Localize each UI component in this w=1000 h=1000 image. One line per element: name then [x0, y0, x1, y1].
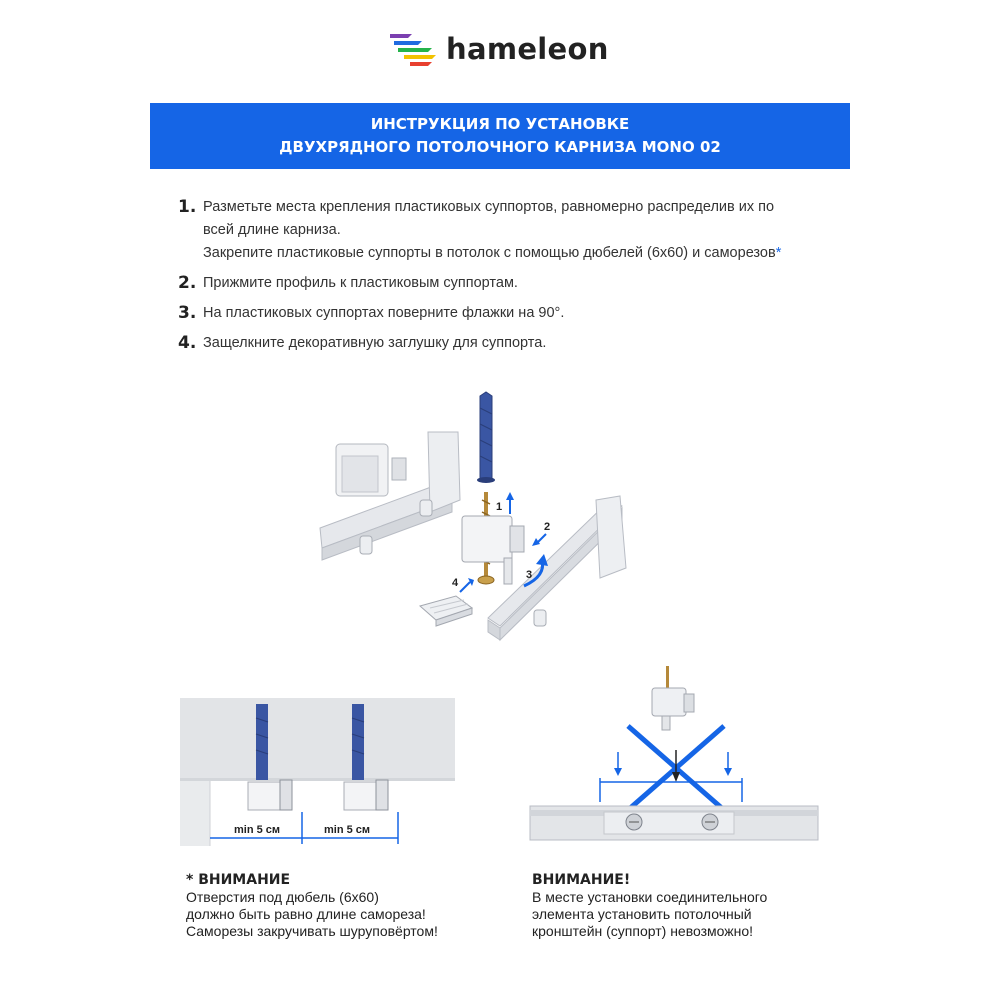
- step-text: Прижмите профиль к пластиковым суппортам.: [203, 275, 518, 291]
- spacing-label: min 5 см: [234, 824, 281, 836]
- step-number: 4.: [178, 333, 197, 353]
- left-rail-piece: [320, 432, 460, 560]
- decorative-cap: [420, 596, 472, 626]
- connector-rail: [530, 806, 818, 840]
- dowel-icon: [256, 704, 268, 780]
- step-3: [178, 302, 868, 325]
- warning-text: Саморезы закручивать шуруповёртом!: [186, 923, 438, 939]
- banner-line-2: ДВУХРЯДНОГО ПОТОЛОЧНОГО КАРНИЗА MONO 02: [279, 138, 721, 156]
- warning-title: ВНИМАНИЕ!: [532, 872, 631, 888]
- support-bracket: [462, 516, 524, 584]
- step-number: 3.: [178, 303, 197, 323]
- rail-section: [248, 780, 292, 810]
- spacing-illustration: [180, 698, 455, 846]
- arrow-4: [460, 582, 470, 592]
- spacing-label: min 5 см: [324, 824, 371, 836]
- step-1: [178, 196, 868, 265]
- support-bracket: [652, 666, 694, 730]
- diagram-label-2: 2: [544, 521, 551, 533]
- step-text: Закрепите пластиковые суппорты в потолок с помощью дюбелей (6х60) и саморезов: [203, 245, 776, 261]
- warning-text: Отверстия под дюбель (6х60): [186, 889, 379, 905]
- warning-note-dowel: [186, 872, 506, 940]
- diagram-label-1: 1: [496, 501, 503, 513]
- step-4: [178, 332, 868, 355]
- warning-title: * ВНИМАНИЕ: [186, 872, 291, 888]
- diagram-label-3: 3: [526, 569, 533, 581]
- rail-section: [344, 780, 388, 810]
- warning-text: должно быть равно длине самореза!: [186, 906, 426, 922]
- diagram-label-4: 4: [452, 577, 459, 589]
- instruction-steps: [178, 196, 868, 362]
- brand-logo: [388, 26, 609, 72]
- chameleon-stripes-icon: [388, 29, 438, 69]
- warning-text: элемента установить потолочный: [532, 906, 752, 922]
- step-2: [178, 272, 868, 295]
- step-text: всей длине карниза.: [203, 222, 341, 238]
- warning-note-connector: [532, 872, 842, 940]
- dowel-icon: [352, 704, 364, 780]
- banner-line-1: ИНСТРУКЦИЯ ПО УСТАНОВКЕ: [370, 115, 630, 133]
- step-number: 2.: [178, 273, 197, 293]
- forbidden-placement-illustration: [528, 660, 820, 850]
- assembly-illustration: [300, 388, 640, 660]
- warning-text: кронштейн (суппорт) невозможно!: [532, 923, 754, 939]
- step-text: На пластиковых суппортах поверните флажки на 90°.: [203, 305, 565, 321]
- title-banner: [150, 103, 850, 169]
- step-text: Разметьте места крепления пластиковых суппортов, равномерно распределив их по: [203, 199, 775, 215]
- step-number: 1.: [178, 197, 197, 217]
- dowel-icon: [477, 392, 495, 483]
- brand-name: hameleon: [446, 32, 609, 66]
- step-text: Защелкните декоративную заглушку для суппорта.: [203, 335, 547, 351]
- asterisk-mark: *: [775, 245, 782, 261]
- warning-text: В месте установки соединительного: [532, 889, 768, 905]
